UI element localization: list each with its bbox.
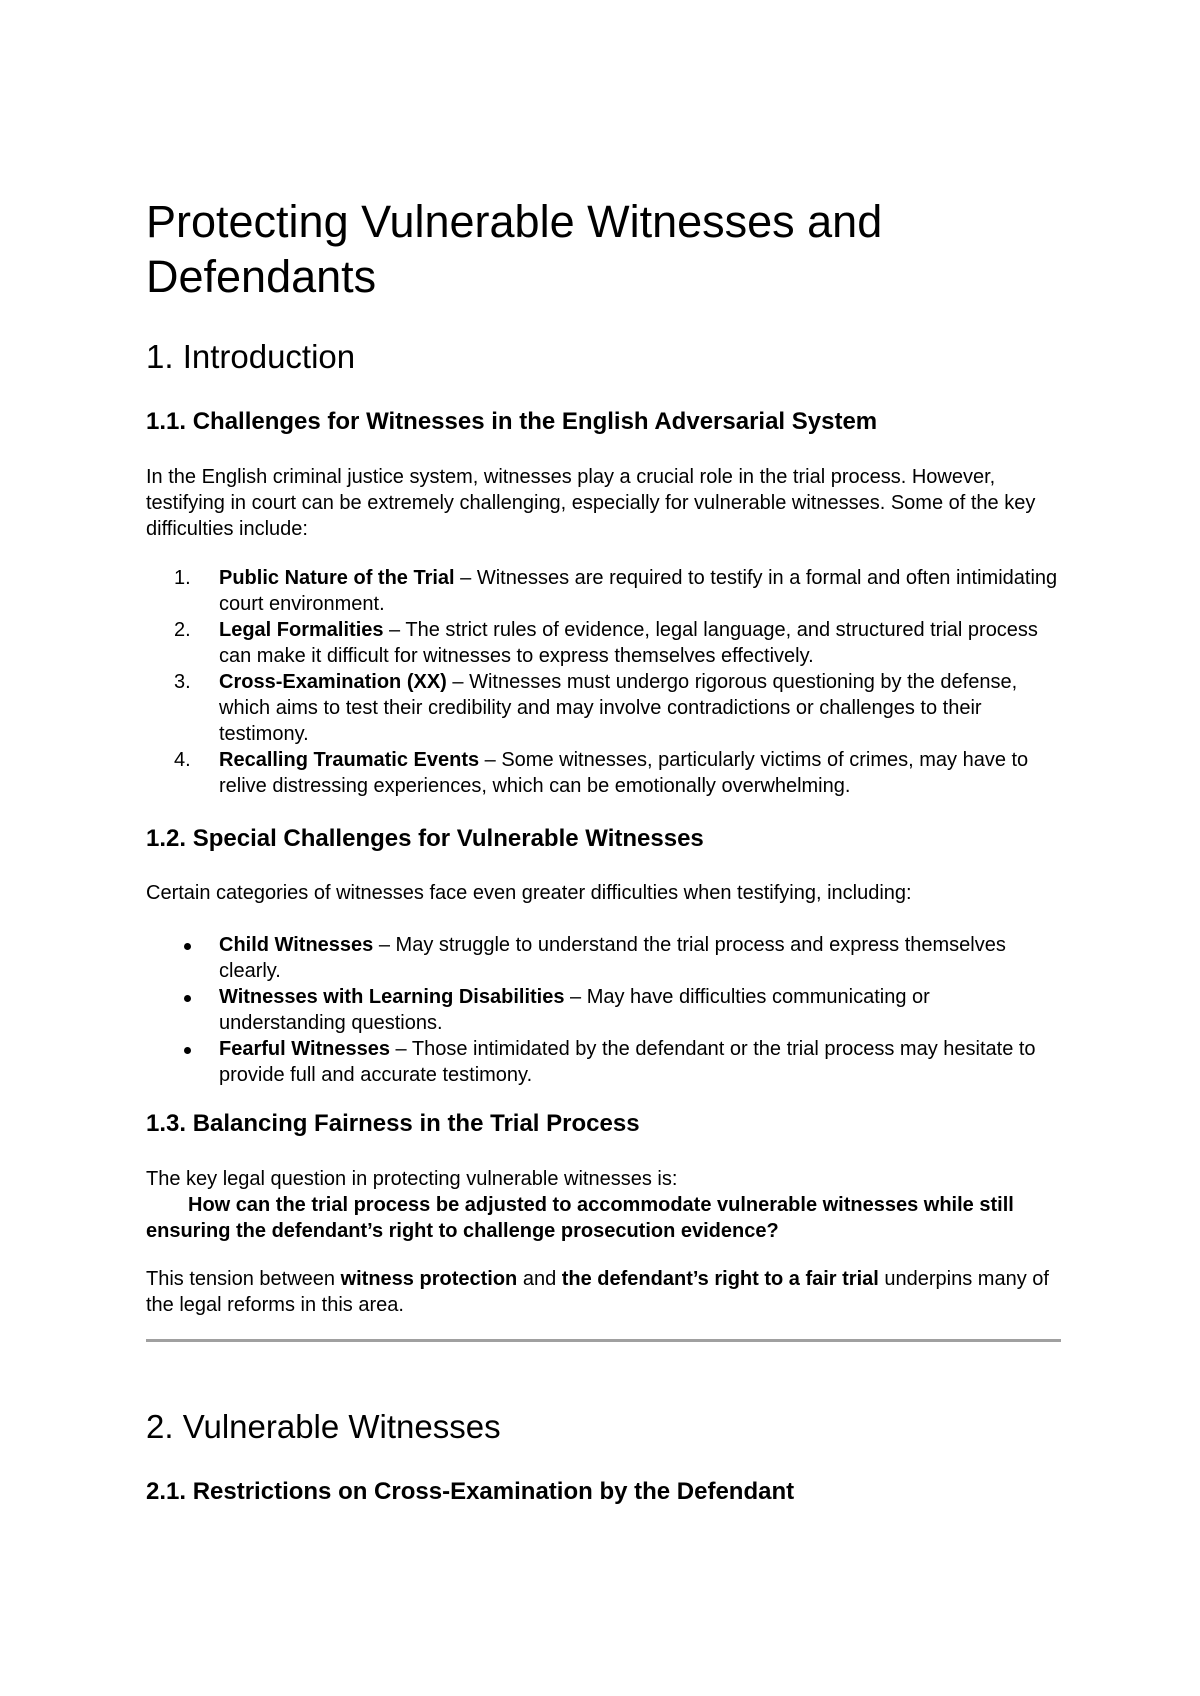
list-item-term: Witnesses with Learning Disabilities xyxy=(219,986,565,1008)
list-item xyxy=(146,932,1061,984)
list-item-text: – Some witnesses, particularly victims of crimes, may have to relive distressing experiences, which can be emotionally overwhelming. xyxy=(219,749,1029,797)
list-item-text: – Witnesses are required to testify in a formal and often intimidating court environment. xyxy=(219,567,1058,615)
section-1-1-intro: In the English criminal justice system, witnesses play a crucial role in the trial process. However, testifying in court can be extremely challenging, especially for vulnerable witnesses. Some of the key difficulties include: xyxy=(146,466,1036,540)
list-item xyxy=(146,669,1061,747)
horizontal-rule xyxy=(146,1339,1061,1342)
vulnerable-categories-list xyxy=(146,932,1061,1088)
tension-bold-witness-protection: witness protection xyxy=(340,1268,518,1290)
section-2-1-heading: 2.1. Restrictions on Cross-Examination by the Defendant xyxy=(146,1478,795,1505)
list-item-term: Cross-Examination (XX) xyxy=(219,671,447,693)
list-item xyxy=(146,747,1061,799)
section-2-heading: 2. Vulnerable Witnesses xyxy=(146,1408,501,1445)
list-item xyxy=(146,617,1061,669)
list-item xyxy=(146,984,1061,1036)
section-1-1-heading: 1.1. Challenges for Witnesses in the English Adversarial System xyxy=(146,408,878,435)
tension-mid: and xyxy=(517,1268,562,1290)
tension-suffix: underpins many of the legal reforms in this area. xyxy=(146,1268,1049,1316)
document-title: Protecting Vulnerable Witnesses and Defendants xyxy=(146,196,883,302)
list-marker: 4. xyxy=(174,749,191,771)
bullet-icon xyxy=(184,943,191,950)
list-item-term: Child Witnesses xyxy=(219,934,374,956)
key-legal-question: How can the trial process be adjusted to accommodate vulnerable witnesses while still ensuring the defendant’s right to challenge prosecution evidence? xyxy=(146,1194,1014,1242)
list-item-term: Fearful Witnesses xyxy=(219,1038,390,1060)
bullet-icon xyxy=(184,995,191,1002)
list-marker: 1. xyxy=(174,567,191,589)
list-marker: 3. xyxy=(174,671,191,693)
section-1-3-heading: 1.3. Balancing Fairness in the Trial Process xyxy=(146,1110,640,1137)
list-item-text: – May have difficulties communicating or understanding questions. xyxy=(219,986,930,1034)
list-item xyxy=(146,565,1061,617)
list-item-text: – Witnesses must undergo rigorous questioning by the defense, which aims to test their credibility and may involve contradictions or challenges to their testimony. xyxy=(219,671,1018,745)
key-difficulties-list xyxy=(146,565,1061,799)
list-marker: 2. xyxy=(174,619,191,641)
list-item-term: Public Nature of the Trial xyxy=(219,567,455,589)
section-1-3-intro-text: The key legal question in protecting vulnerable witnesses is: xyxy=(146,1168,678,1190)
section-1-3-intro xyxy=(146,1166,1061,1244)
list-item-text: – May struggle to understand the trial process and express themselves clearly. xyxy=(219,934,1006,982)
list-item-text: – The strict rules of evidence, legal language, and structured trial process can make it difficult for witnesses to express themselves effectively. xyxy=(219,619,1038,667)
tension-paragraph xyxy=(146,1266,1061,1318)
list-item-term: Recalling Traumatic Events xyxy=(219,749,480,771)
section-1-2-intro: Certain categories of witnesses face even greater difficulties when testifying, including: xyxy=(146,882,912,904)
section-1-heading: 1. Introduction xyxy=(146,338,356,375)
tension-prefix: This tension between xyxy=(146,1268,341,1290)
tension-bold-fair-trial: the defendant’s right to a fair trial xyxy=(561,1268,879,1290)
list-item xyxy=(146,1036,1061,1088)
bullet-icon xyxy=(184,1047,191,1054)
list-item-text: – Those intimidated by the defendant or the trial process may hesitate to provide full and accurate testimony. xyxy=(219,1038,1036,1086)
list-item-term: Legal Formalities xyxy=(219,619,384,641)
section-1-2-heading: 1.2. Special Challenges for Vulnerable Witnesses xyxy=(146,825,704,852)
